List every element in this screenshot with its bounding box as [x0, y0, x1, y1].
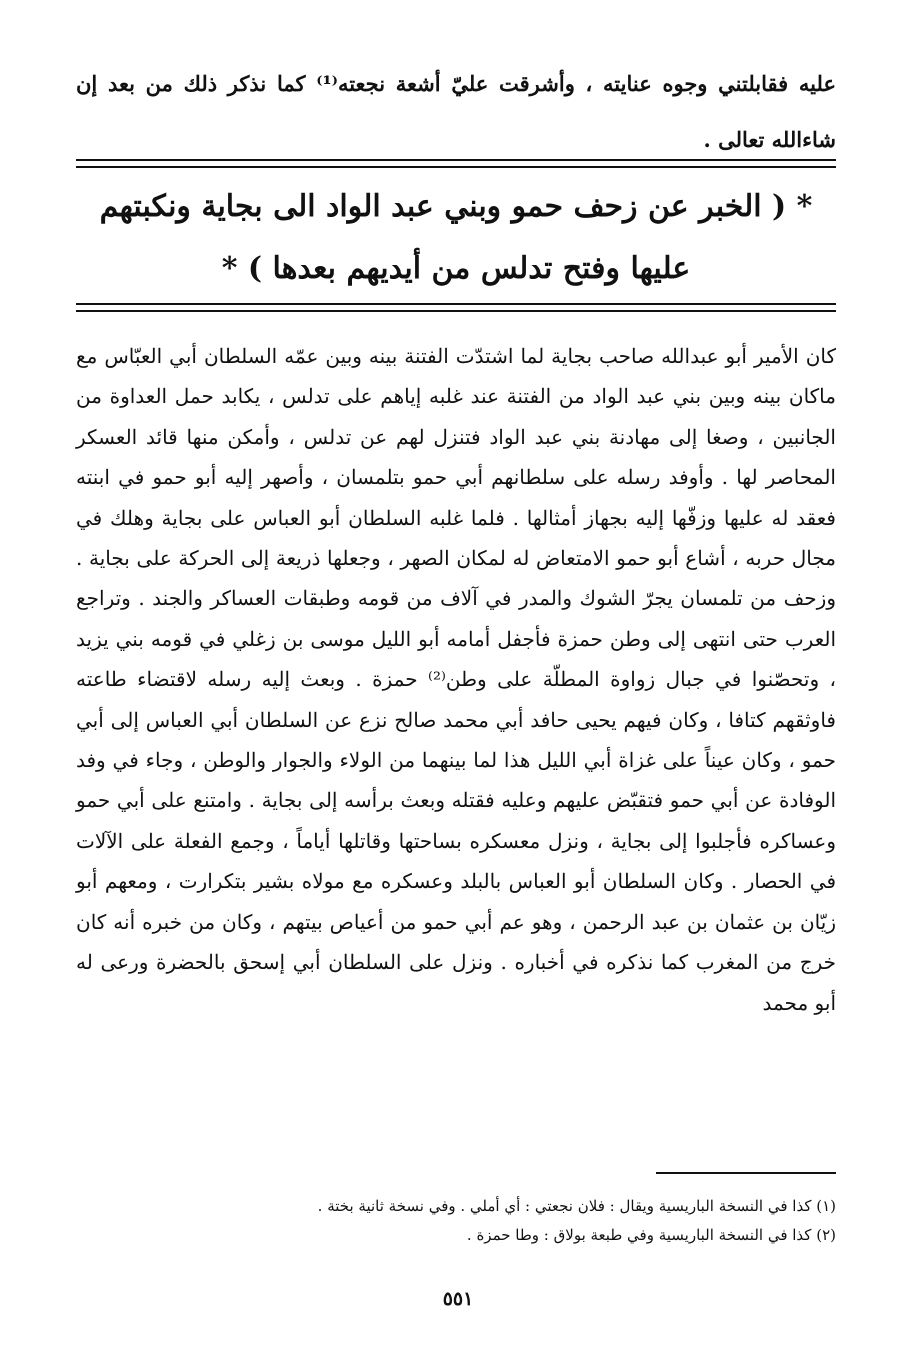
main-paragraph: كان الأمير أبو عبدالله صاحب بجاية لما اشتدّت الفتنة بينه وبين عمّه السلطان أبي العبّاس مع ماكان بينه وبين بني عبد الواد من الفتنة عند غلبه إياهم على تدلس ، يكابد حمل العداوة من الجانبين ، وصغا إلى مهادنة بني عبد الواد فتنزل لهم عن تدلس ، وأمكن منها قائد العسكر المحاصر لها . وأوفد رسله على سلطانهم أبي حمو بتلمسان ، وأصهر إليه أبو حمو في ابنته فعقد له عليها وزفّها إليه بجهاز أمثالها . فلما غلبه السلطان أبو العباس على بجاية وهلك في مجال حربه ، أشاع أبو حمو الامتعاض له لمكان الصهر ، وجعلها ذريعة إلى الحركة على بجاية . وزحف من تلمسان يجرّ الشوك والمدر في آلاف من قومه وطبقات العساكر والجند . وتراجع العرب حتى انتهى إلى وطن حمزة فأجفل أمامه أبو الليل موسى بن زغلي في قومه بني يزيد ، وتحصّنوا في جبال زواوة المطلّة على وطن⁽²⁾ حمزة . وبعث إليه رسله لاقتضاء طاعته فاوثقهم كتافا ، وكان فيهم يحيى حافد أبي محمد صالح نزع عن السلطان أبي العباس إلى أبي حمو ، وكان عيناً على غزاة أبي الليل هذا لما بينهما من الولاء والجوار والوطن ، وجاء في وفد الوفادة عن أبي حمو فتقبّض عليهم وعليه فقتله وبعث برأسه إلى بجاية . وامتنع على أبي حمو وعساكره فأجلبوا إلى بجاية ، ونزل معسكره بساحتها وقاتلها أياماً ، وجمع الفعلة على الآلات في الحصار . وكان السلطان أبو العباس بالبلد وعسكره مع مولاه بشير بتكرارت ، ومعهم أبو زيّان بن عثمان بن عبد الرحمن ، وهو عم أبي حمو من أعياص بيتهم ، وكان من خبره أنه كان خرج من المغرب كما نذكره في أخباره . ونزل على السلطان أبي إسحق بالحضرة ورعى له أبو محمد	[76, 344, 836, 1015]
intro-paragraph	[76, 56, 836, 168]
footnote-separator	[656, 1172, 836, 1174]
footnotes	[76, 1192, 836, 1250]
footnote-2: (٢) كذا في النسخة الباريسية وفي طبعة بولاق : وطا حمزة .	[466, 1226, 836, 1244]
page-number: ٥٥١	[442, 1288, 474, 1310]
chapter-heading	[76, 176, 836, 300]
heading-top-rule	[76, 159, 836, 168]
footnote-1: (١) كذا في النسخة الباريسية ويقال : فلان نجعتي : أي أملي . وفي نسخة ثانية بختة .	[317, 1197, 836, 1215]
chapter-heading-line-1: * ( الخبر عن زحف حمو وبني عبد الواد الى بجاية ونكبتهم	[99, 189, 813, 224]
heading-bottom-rule	[76, 303, 836, 312]
main-text	[76, 336, 836, 1023]
chapter-heading-line-2: عليها وفتح تدلس من أيديهم بعدها ) *	[221, 251, 691, 286]
intro-text: عليه فقابلتني وجوه عنايته ، وأشرقت عليّ أشعة نجعته⁽¹⁾ كما نذكر ذلك من بعد إن شاءالله تعالى .	[76, 71, 836, 152]
